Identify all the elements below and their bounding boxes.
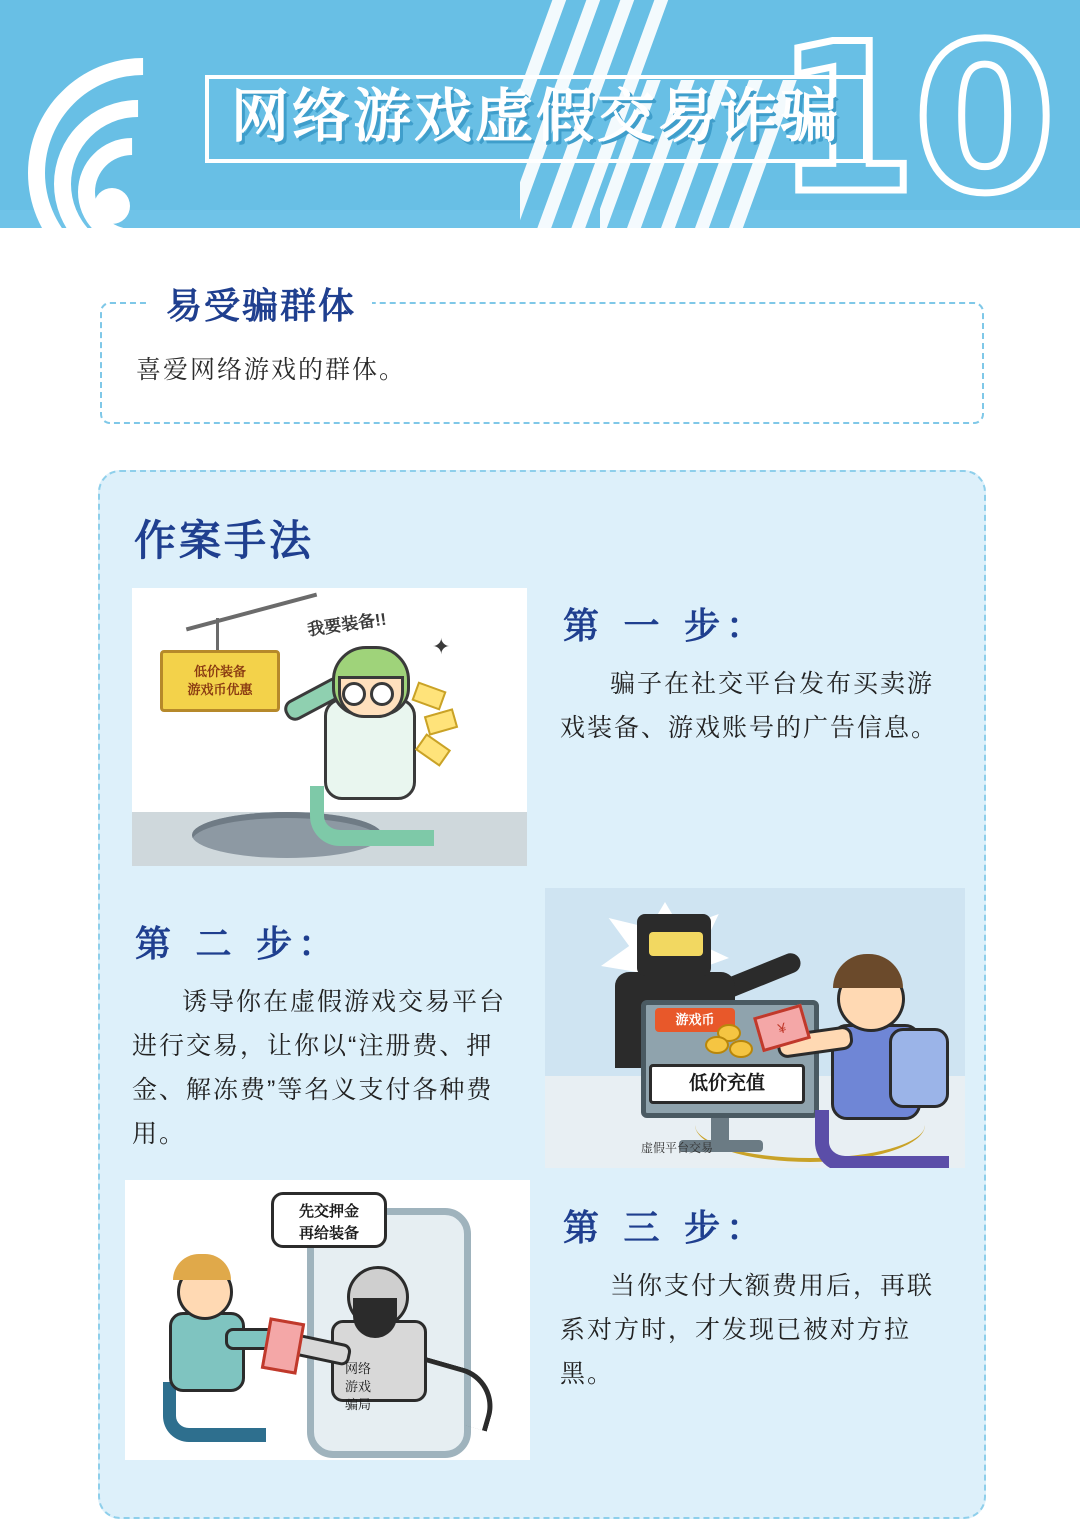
scam-sign-text: 网络 游戏 骗局 [344,1361,371,1412]
method-heading: 作案手法 [134,516,315,565]
section-number: 10 [774,1,1052,228]
speech-bubble-3: 先交押金 再给装备 [271,1192,387,1248]
step-2-label: 第 二 步： [135,924,341,965]
speech-bubble-1: 我要装备!! [306,609,388,640]
step-2-text: 诱导你在虚假游戏交易平台进行交易，让你以“注册费、押金、解冻费”等名义支付各种费用。 [132,988,507,1148]
step-2-illustration [545,888,965,1168]
illustration-caption: 虚假平台交易 [641,1141,714,1155]
money-note: ¥ [753,1004,811,1052]
bait-sign: 低价装备 游戏币优惠 [160,650,280,712]
victim-group-text: 喜爱网络游戏的群体。 [136,356,407,384]
step-3-illustration [125,1180,530,1460]
backpack-shape [889,1028,949,1108]
header-title-box [205,75,867,163]
step-1-text: 骗子在社交平台发布买卖游戏装备、游戏账号的广告信息。 [560,670,939,742]
step-1-illustration [132,588,527,866]
step-3-label: 第 三 步： [563,1208,769,1249]
screen-offer-label: 低价充值 [649,1064,805,1104]
payment-card [261,1317,305,1374]
victim-group-heading: 易受骗群体 [150,278,372,329]
step-1-label: 第 一 步： [563,606,769,647]
screen-banner-text: 游戏币 [655,1008,735,1032]
page-title: 网络游戏虚假交易诈骗 [231,84,842,149]
step-3-text: 当你支付大额费用后，再联系对方时，才发现已被对方拉黑。 [560,1272,935,1388]
spark-icon: ✦ [432,634,451,659]
page-header [0,0,1080,228]
